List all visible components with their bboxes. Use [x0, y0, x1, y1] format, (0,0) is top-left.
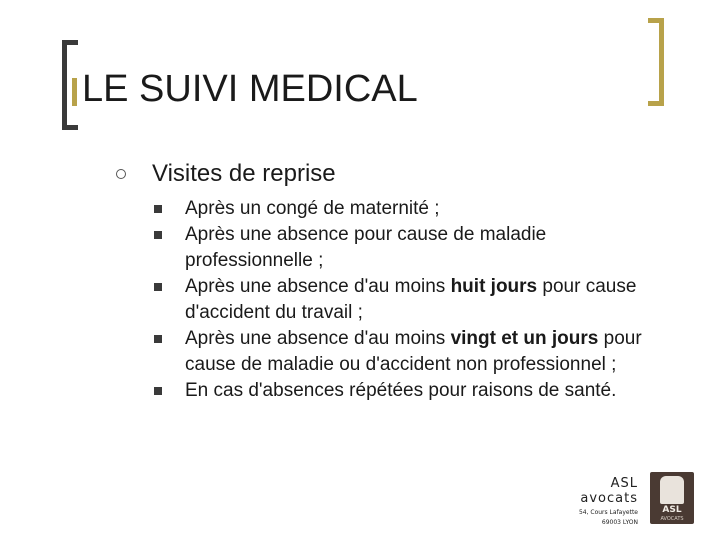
firm-address-2: 69003 LYON	[601, 519, 638, 526]
section-heading	[116, 160, 336, 188]
list-item-text	[185, 222, 674, 274]
square-bullet-icon	[154, 335, 162, 343]
square-bullet-icon	[154, 231, 162, 239]
square-bullet-icon	[154, 387, 162, 395]
list-item	[154, 196, 674, 222]
list-item-text	[185, 378, 674, 404]
emphasis-text: vingt et un jours	[450, 328, 599, 349]
list-item	[154, 326, 674, 378]
ring-bullet-icon	[116, 169, 126, 179]
emphasis-text: huit jours	[450, 276, 538, 297]
square-bullet-icon	[154, 283, 162, 291]
firm-text	[579, 476, 638, 527]
item-segment: En cas d'absences répétées pour raisons de santé.	[185, 380, 617, 401]
list-item-text	[185, 274, 674, 326]
bullet-list	[154, 196, 674, 404]
logo-name: ASL	[662, 505, 682, 515]
list-item	[154, 378, 674, 404]
item-segment: Après un congé de maternité ;	[185, 198, 440, 219]
firm-name: ASL	[610, 476, 638, 491]
section-heading-text: Visites de reprise	[152, 160, 336, 187]
slide-title: LE SUIVI MEDICAL	[82, 68, 418, 110]
firm-subtitle: avocats	[580, 491, 638, 506]
item-segment: Après une absence d'au moins	[185, 276, 451, 297]
list-item-text	[185, 196, 674, 222]
logo-emblem-icon	[660, 476, 684, 504]
item-segment: pour cause d'accident du travail ;	[185, 276, 637, 323]
title-bracket-right	[648, 18, 664, 106]
item-segment: Après une absence d'au moins	[185, 328, 451, 349]
list-item-text	[185, 326, 674, 378]
firm-address-1: 54, Cours Lafayette	[578, 509, 638, 516]
square-bullet-icon	[154, 205, 162, 213]
title-bracket-left-gold	[72, 78, 82, 106]
list-item	[154, 274, 674, 326]
logo-subtitle: AVOCATS	[660, 516, 684, 522]
list-item	[154, 222, 674, 274]
item-segment: Après une absence pour cause de maladie professionnelle ;	[185, 224, 547, 271]
firm-logo	[650, 472, 694, 524]
item-segment: pour cause de maladie ou d'accident non professionnel ;	[185, 328, 642, 375]
